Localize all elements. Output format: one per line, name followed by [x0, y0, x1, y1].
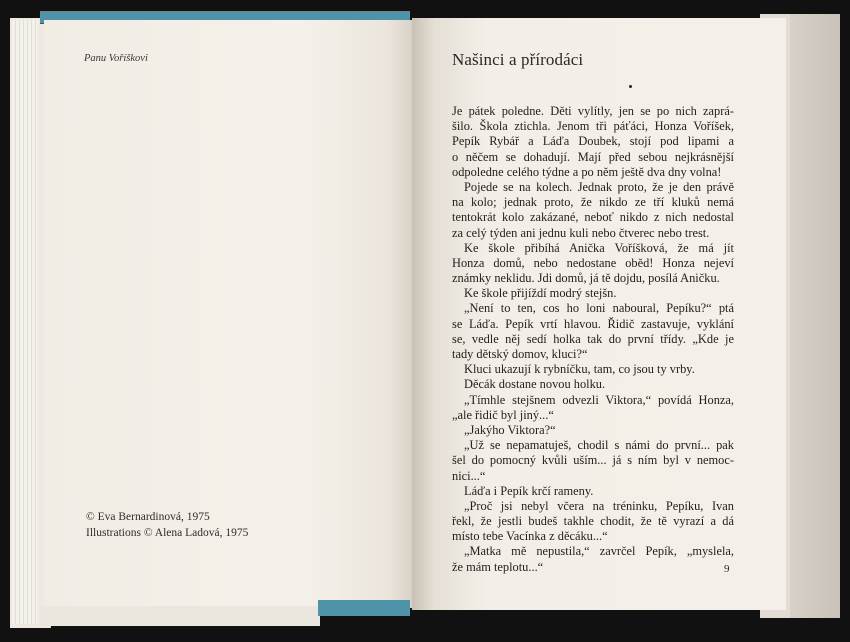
text-line: „ale řidič byl jiný...“	[452, 407, 554, 422]
text-line: se Láďa. Pepík vrtí hlavou. Řidič zastavuje, vyklání	[452, 316, 734, 331]
book-bottom-edge	[40, 606, 320, 626]
text-line: „Není to ten, cos ho loni naboural, Pepíku?“ ptá	[464, 301, 734, 316]
text-line: Pepík Rybář a Láďa Doubek, stojí pod lipami a	[452, 134, 734, 149]
chapter-title: Našinci a přírodáci	[452, 50, 584, 69]
copyright-line: © Eva Bernardinová, 1975	[86, 511, 210, 523]
text-line: Kluci ukazují k rybníčku, tam, co jsou ty vrby.	[464, 362, 695, 377]
text-line: tady dětský domov, kluci?“	[452, 347, 588, 361]
text-line: nici...“	[452, 468, 486, 483]
ink-dot	[629, 85, 632, 88]
text-line: Láďa i Pepík krčí rameny.	[464, 483, 594, 498]
copyright-line: Illustrations © Alena Ladová, 1975	[86, 527, 249, 539]
page-number: 9	[724, 563, 730, 575]
text-line: že mám teplotu...“	[452, 559, 544, 574]
text-line: Pojede se na kolech. Jednak proto, že je den právě	[464, 179, 734, 194]
text-line: šel do pomocný kvůli uším... já s ním byl v nemoc-	[452, 453, 734, 468]
page-stack-edge	[12, 20, 38, 624]
text-line: „Tímhle stejšnem odvezli Viktora,“ povídá Honza,	[464, 392, 734, 407]
text-line: známky neklidu. Jdi domů, já tě dojdu, posílá Aničku.	[452, 271, 720, 286]
text-line: na kolo; jednak proto, že nikdo ze tří kluků nemá	[452, 195, 734, 210]
text-line: za celý týden ani jednu kuli nebo čtverec nebo trest.	[452, 225, 710, 240]
book-cover-bottom-strip	[318, 600, 410, 616]
text-line: odpoledne celého týdne a po něm ještě dva dny volna!	[452, 164, 722, 179]
text-line: „Proč jsi nebyl včera na tréninku, Pepíku, Ivan	[464, 498, 734, 513]
text-line: tentokrát kolo zakázané, neboť nikdo z nich nedostal	[452, 210, 734, 225]
text-line: Ke škole přibíhá Anička Voříšková, že má jít	[464, 240, 734, 255]
text-line: Ke škole přijíždí modrý stejšn.	[464, 286, 617, 301]
text-line: Je pátek poledne. Děti vylítly, jen se po nich zaprá-	[452, 104, 734, 118]
text-line: šilo. Škola ztichla. Jenom tři páťáci, Honza Voříšek,	[452, 119, 734, 134]
text-line: „Matka mě nepustila,“ zavrčel Pepík, „myslela,	[464, 544, 734, 559]
text-line: se, vedle něj sedí holka tak do první třídy. „Kde je	[452, 331, 734, 346]
text-line: místo tebe Vacínka z děcáku...“	[452, 529, 608, 544]
chapter-body	[452, 104, 734, 575]
text-line: Honza domů, nebo nedostane oběd! Honza nejeví	[452, 255, 734, 270]
copyright-block	[86, 509, 248, 541]
text-line: „Jakýho Viktora?“	[464, 422, 556, 437]
dedication: Panu Voříškovi	[84, 53, 148, 64]
text-line: řekl, že jestli budeš takhle chodit, že tě vyrazí a dá	[452, 514, 734, 529]
text-line: Děcák dostane novou holku.	[464, 377, 606, 392]
text-line: „Už se nepamatuješ, chodil s námi do první... pak	[464, 438, 734, 453]
text-line: o něčem se dohadují. Mají před sebou nejkrásnější	[452, 149, 734, 164]
book-right-cover-edge	[790, 14, 840, 618]
